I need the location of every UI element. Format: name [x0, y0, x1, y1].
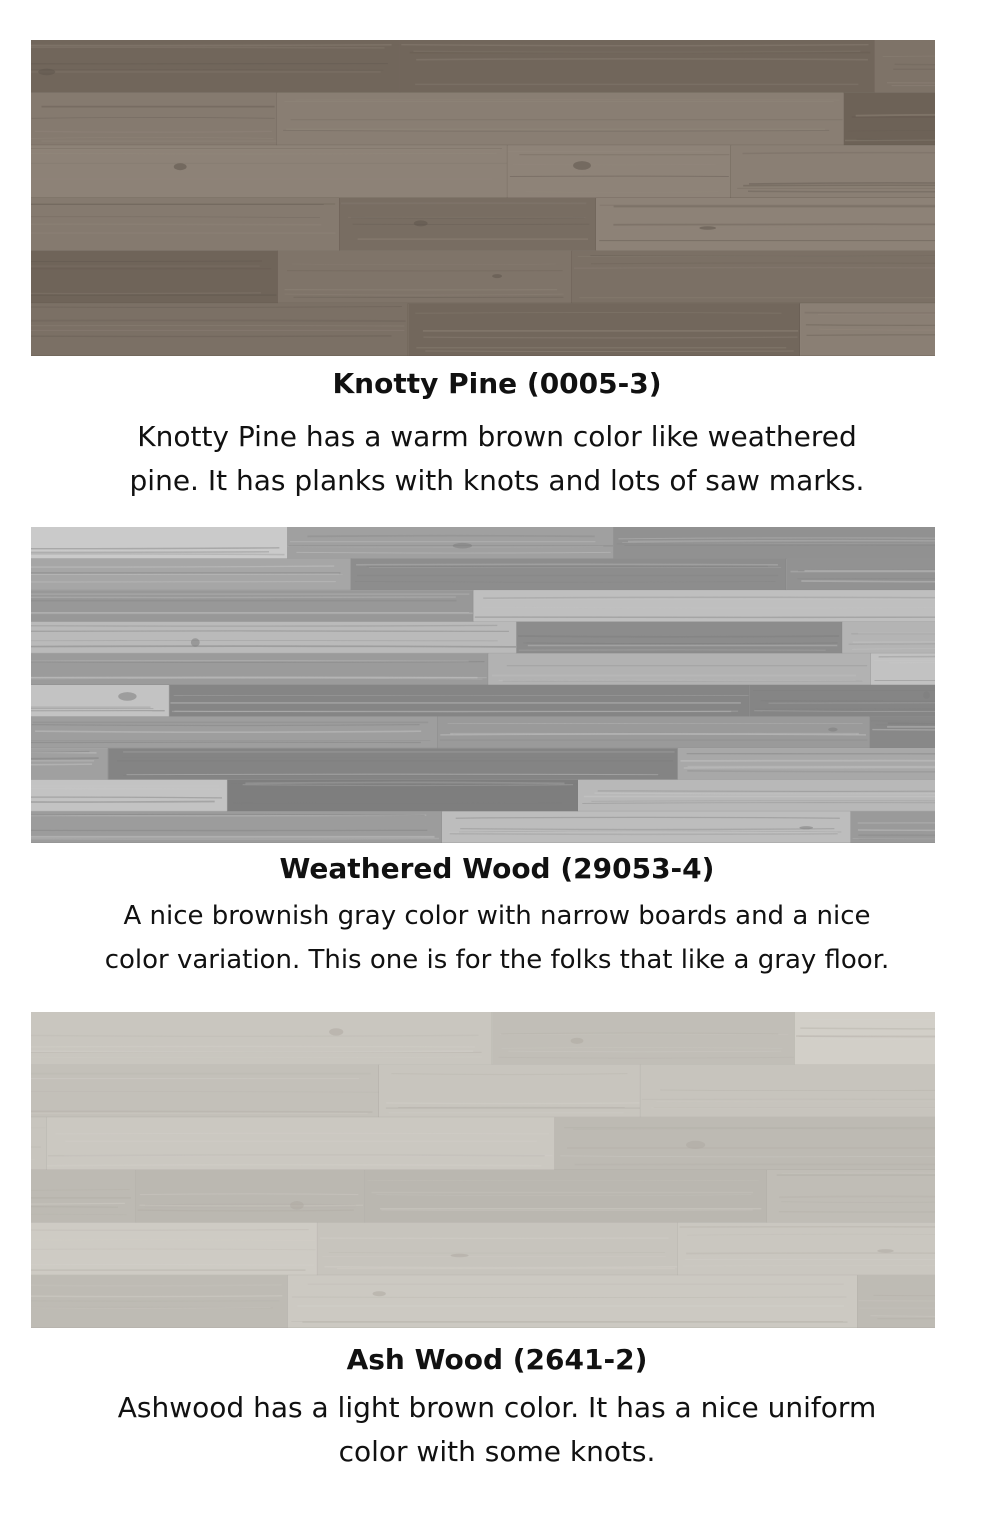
- product-title-weathered-wood: Weathered Wood (29053-4): [279, 852, 715, 885]
- ash-wood-swatch-image: [31, 1012, 935, 1328]
- knotty-pine-swatch-image: [31, 40, 935, 356]
- product-description-knotty-pine: Knotty Pine has a warm brown color like weathered pine. It has planks with knots and lots of saw marks.: [129, 420, 865, 497]
- product-title-knotty-pine: Knotty Pine (0005-3): [332, 367, 662, 400]
- weathered-wood-swatch-image: [31, 527, 935, 843]
- product-description-ash-wood: Ashwood has a light brown color. It has a nice uniform color with some knots.: [117, 1391, 877, 1468]
- wood-planks-graphic: [31, 527, 935, 843]
- product-description-weathered-wood: A nice brownish gray color with narrow boards and a nice color variation. This one is for the folks that like a gray floor.: [104, 901, 890, 975]
- product-title-ash-wood: Ash Wood (2641-2): [346, 1343, 648, 1376]
- wood-planks-graphic: [31, 40, 935, 356]
- wood-planks-graphic: [31, 1012, 935, 1328]
